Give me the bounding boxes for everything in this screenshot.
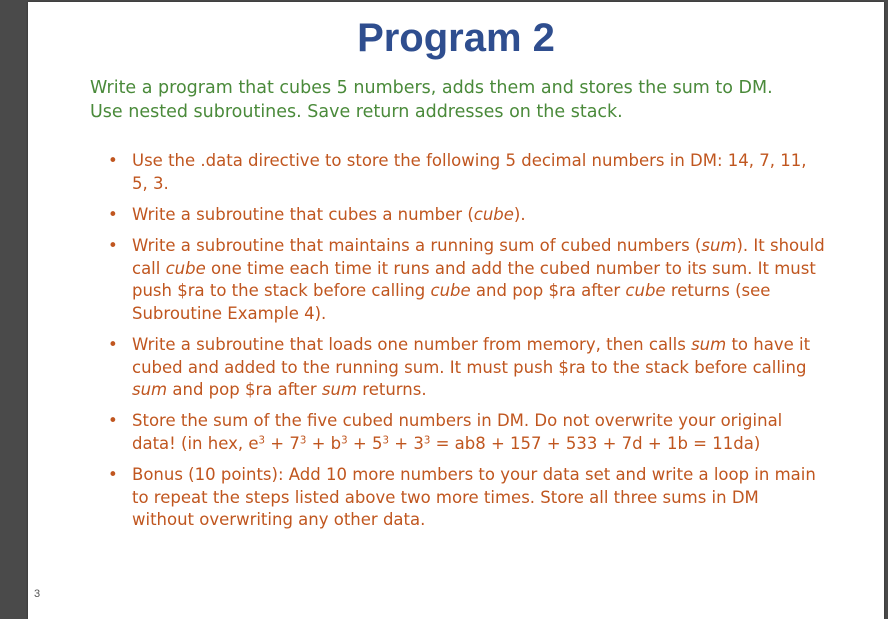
bullet-text: Write a subroutine that maintains a running sum of cubed numbers (	[132, 235, 702, 255]
bullet-text: Use the .data directive to store the following 5 decimal numbers in DM: 14, 7, 11, 5, 3.	[132, 151, 807, 193]
bullet-text: + b	[306, 433, 342, 453]
superscript: 3	[382, 435, 389, 447]
italic-term: sum	[701, 235, 737, 255]
list-item	[90, 464, 825, 532]
slide-intro: Write a program that cubes 5 numbers, adds them and stores the sum to DM. Use nested subroutines. Save return addresses on the stack.	[90, 78, 773, 122]
bullet-text: and pop $ra after	[470, 281, 626, 301]
list-item	[90, 204, 825, 227]
bullet-icon: •	[108, 151, 118, 170]
bullet-text: + 3	[389, 433, 424, 453]
bullet-text: Store the sum of the five cubed numbers in DM. Do not overwrite your original data! (in hex, e	[132, 411, 783, 453]
italic-term: cube	[473, 204, 514, 224]
list-item	[90, 410, 825, 455]
requirements-list	[90, 150, 825, 540]
bullet-icon: •	[108, 334, 118, 354]
list-item	[90, 150, 825, 195]
bullet-text: Write a subroutine that loads one number from memory, then calls	[132, 334, 692, 354]
superscript: 3	[299, 435, 307, 447]
bullet-text: ). It should call	[132, 235, 825, 278]
bullet-icon: •	[108, 204, 118, 224]
italic-term: cube	[625, 281, 666, 301]
bullet-text: returns (see Subroutine Example 4).	[132, 281, 771, 323]
italic-term: sum	[691, 334, 727, 354]
bullet-text: ).	[513, 204, 526, 224]
bullet-text: + 7	[265, 433, 300, 453]
italic-term: sum	[321, 380, 358, 400]
bullet-icon: •	[108, 465, 118, 485]
bullet-icon: •	[108, 411, 118, 431]
italic-term: cube	[165, 258, 206, 278]
italic-term: sum	[132, 380, 168, 400]
bullet-text: Write a subroutine that cubes a number (	[132, 204, 474, 224]
bullet-text: and pop $ra after	[167, 380, 322, 400]
list-item	[90, 334, 825, 402]
bullet-text: + 5	[347, 433, 383, 453]
bullet-text: = ab8 + 157 + 533 + 7d + 1b = 11da)	[430, 433, 761, 453]
italic-term: cube	[430, 281, 471, 301]
slide-title: Program 2	[357, 16, 555, 60]
superscript: 3	[258, 435, 265, 447]
bullet-text: one time each time it runs and add the cubed number to its sum. It must push $ra to the stack before calling	[132, 258, 816, 301]
bullet-text: returns.	[357, 380, 427, 400]
superscript: 3	[423, 435, 431, 447]
page-number: 3	[34, 588, 41, 600]
bullet-text: Bonus (10 points): Add 10 more numbers to your data set and write a loop in main to repeat the steps listed above two more times. Store all three sums in DM without overwriting any other data.	[132, 465, 816, 530]
bullet-text: to have it cubed and added to the running sum. It must push $ra to the stack before calling	[132, 334, 811, 377]
slide-page	[28, 2, 884, 619]
superscript: 3	[341, 435, 348, 447]
list-item	[90, 235, 825, 325]
bullet-icon: •	[108, 235, 118, 255]
